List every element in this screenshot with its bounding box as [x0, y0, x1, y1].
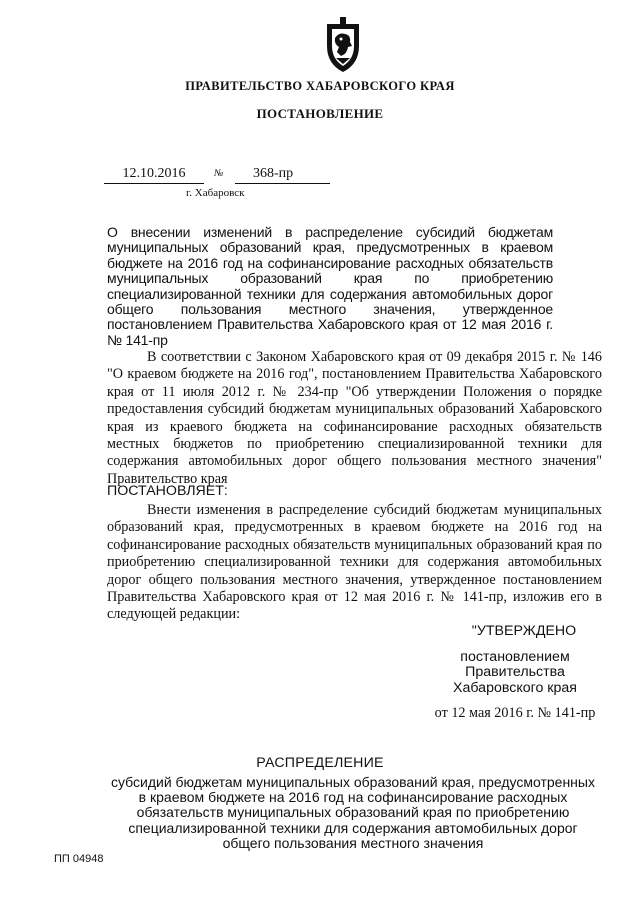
resolves-heading: ПОСТАНОВЛЯЕТ:: [107, 483, 228, 499]
approval-line-2: Правительства: [465, 664, 565, 680]
number-sign: №: [214, 168, 224, 179]
document-number: 368-пр: [235, 164, 330, 184]
document-code: ПП 04948: [54, 853, 104, 865]
changes-paragraph: Внести изменения в распределение субсидий бюджетам муниципальных образований края, предусмотренных в краевом бюджете на 2016 год на софинансирование расходных обязательств муниципальных образований края по приобретению специализированной техники для содержания автомобильных дорог общего пользования местного значения, утвержденное постановлением Правительства Хабаровского края от 12 мая 2016 г. № 141-пр, изложив его в следующей редакции:: [107, 502, 602, 623]
document-subject: О внесении изменений в распределение субсидий бюджетам муниципальных образований края, предусмотренных в краевом бюджете на 2016 год на софинансирование расходных обязательств муниципальных образований края по приобретению специализированной техники для содержания автомобильных дорог общего пользования местного значения, утвержденное постановлением Правительства Хабаровского края от 12 мая 2016 г. № 141-пр: [107, 224, 553, 348]
distribution-title: РАСПРЕДЕЛЕНИЕ: [256, 755, 384, 771]
document-type: ПОСТАНОВЛЕНИЕ: [256, 106, 384, 121]
coat-of-arms-icon: [319, 16, 367, 78]
approval-line-1: постановлением: [460, 648, 570, 665]
government-name: ПРАВИТЕЛЬСТВО ХАБАРОВСКОГО КРАЯ: [185, 79, 455, 93]
approval-line-4: от 12 мая 2016 г. № 141-пр: [434, 705, 596, 721]
legal-basis-paragraph: В соответствии с Законом Хабаровского края от 09 декабря 2015 г. № 146 "О краевом бюджете на 2016 год", постановлением Правительства Хабаровского края от 11 июля 2012 г. № 234-пр "Об утверждении Положения о порядке предоставления субсидий бюджетам муниципальных образований Хабаровского края из краевого бюджета на софинансирование расходных обязательств местных бюджетов по приобретению специализированной техники для содержания автомобильных дорог общего пользования местного значения" Правительство края: [107, 349, 602, 487]
city: г. Хабаровск: [186, 187, 245, 199]
approval-block: [420, 624, 610, 722]
document-date: 12.10.2016: [104, 164, 204, 184]
distribution-subtitle: субсидий бюджетам муниципальных образований края, предусмотренных в краевом бюджете на 2016 год на софинансирование расходных обязательств муниципальных образований края по приобретению специализированной техники для содержания автомобильных дорог общего пользования местного значения: [111, 774, 595, 851]
approved-label: "УТВЕРЖДЕНО: [471, 623, 577, 639]
approval-line-3: Хабаровского края: [453, 679, 577, 696]
